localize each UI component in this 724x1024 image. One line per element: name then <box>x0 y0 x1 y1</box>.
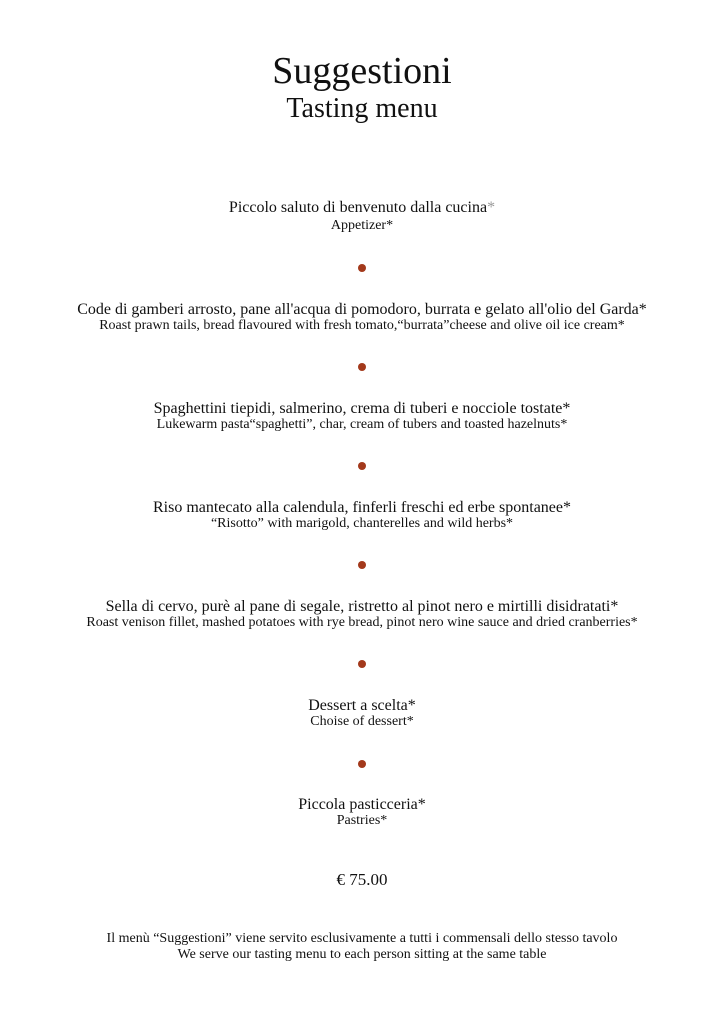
course-6-english: Choise of dessert* <box>310 714 414 729</box>
footer-note-english: We serve our tasting menu to each person sitting at the same table <box>177 947 547 962</box>
course-5-english: Roast venison fillet, mashed potatoes with rye bread, pinot nero wine sauce and dried cranberries* <box>86 615 638 630</box>
course-3-english: Lukewarm pasta“spaghetti”, char, cream of tubers and toasted hazelnuts* <box>156 417 568 432</box>
course-3-italian: Spaghettini tiepidi, salmerino, crema di tuberi e nocciole tostate* <box>153 400 571 417</box>
course-4-italian: Riso mantecato alla calendula, finferli freschi ed erbe spontanee* <box>152 499 572 516</box>
footer-note-italian: Il menù “Suggestioni” viene servito esclusivamente a tutti i commensali dello stesso tavolo <box>106 931 618 946</box>
separator-dot-icon <box>358 462 366 470</box>
course-1-english: Appetizer* <box>330 218 394 233</box>
menu-price: € 75.00 <box>336 870 388 889</box>
course-1-asterisk: * <box>487 199 496 216</box>
separator-dot-icon <box>358 264 366 272</box>
separator-dot-icon <box>358 363 366 371</box>
separator-dot-icon <box>358 561 366 569</box>
course-7-italian: Piccola pasticceria* <box>298 796 426 813</box>
separator-dot-icon <box>358 760 366 768</box>
menu-subtitle: Tasting menu <box>286 93 438 124</box>
menu-title: Suggestioni <box>272 50 452 92</box>
course-7-english: Pastries* <box>336 813 388 828</box>
course-2-english: Roast prawn tails, bread flavoured with fresh tomato,“burrata”cheese and olive oil ice cream* <box>99 318 625 333</box>
course-2-italian: Code di gamberi arrosto, pane all'acqua di pomodoro, burrata e gelato all'olio del Garda* <box>77 301 647 318</box>
separator-dot-icon <box>358 660 366 668</box>
course-1-italian-text: Piccolo saluto di benvenuto dalla cucina <box>228 199 488 216</box>
course-4-english: “Risotto” with marigold, chanterelles and wild herbs* <box>210 516 514 531</box>
course-5-italian: Sella di cervo, purè al pane di segale, ristretto al pinot nero e mirtilli disidratati* <box>105 598 619 615</box>
course-1-italian <box>0 199 724 217</box>
course-6-italian: Dessert a scelta* <box>308 697 416 714</box>
